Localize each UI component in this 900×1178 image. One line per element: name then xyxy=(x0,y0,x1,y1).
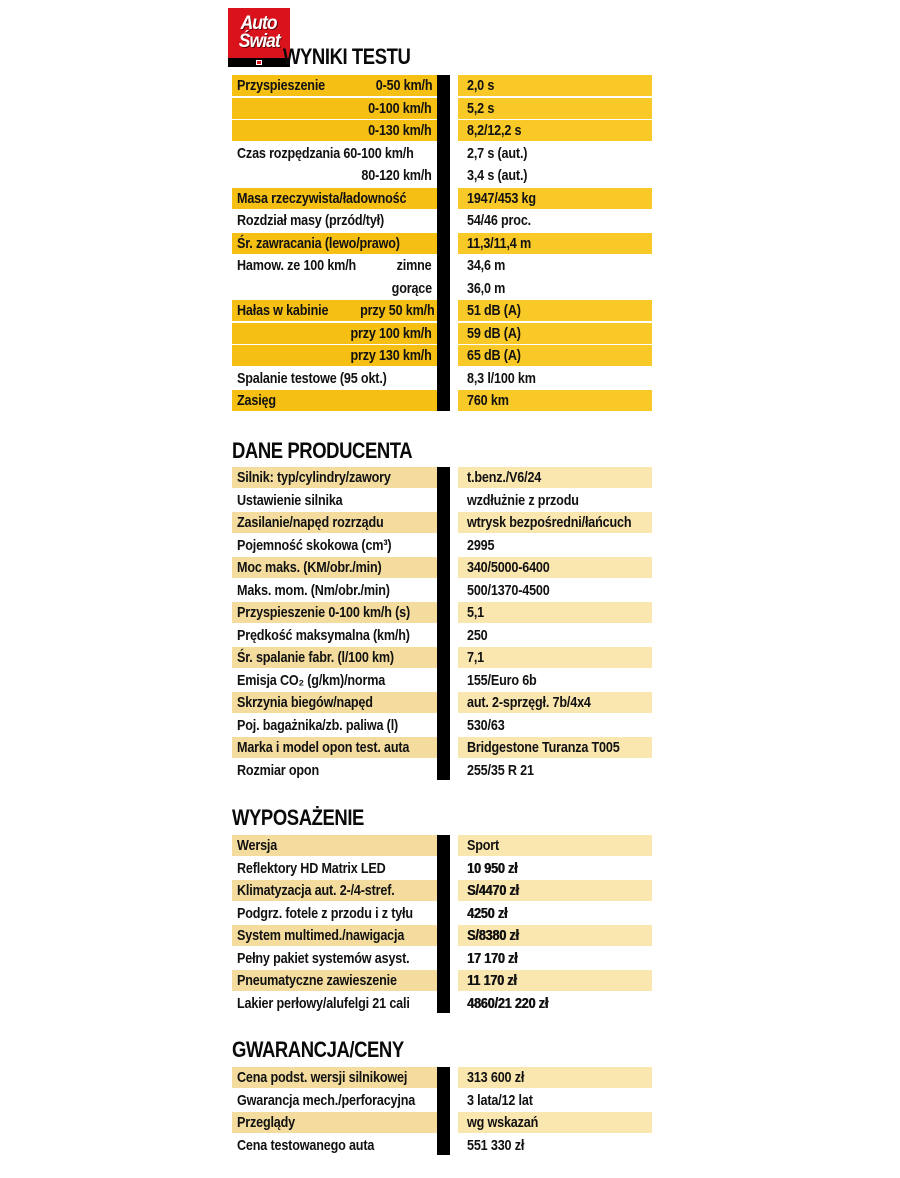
row-label-text: Śr. zawracania (lewo/prawo) xyxy=(237,234,400,252)
row-value xyxy=(458,345,652,366)
row-value xyxy=(458,120,652,141)
row-value xyxy=(458,760,652,781)
row-value xyxy=(458,715,652,736)
row-label xyxy=(232,880,437,901)
row-value xyxy=(458,970,652,991)
row-label xyxy=(232,490,437,511)
row-label xyxy=(232,120,437,141)
row-value-text: 54/46 proc. xyxy=(467,212,531,229)
table-dane-producenta xyxy=(232,467,652,782)
row-value xyxy=(458,835,652,856)
row-value-text: 551 330 zł xyxy=(467,1136,525,1154)
row-sublabel-text: 0-50 km/h xyxy=(375,77,432,94)
row-value xyxy=(458,1135,652,1156)
row-label-text: Czas rozpędzania 60-100 km/h xyxy=(237,144,414,162)
row-value-text: 2995 xyxy=(467,536,495,554)
row-label-text: Marka i model opon test. auta xyxy=(237,739,410,756)
row-sublabel-text: przy 130 km/h xyxy=(350,347,432,364)
column-divider xyxy=(437,1067,450,1155)
table-gwarancja-ceny xyxy=(232,1067,652,1157)
row-label xyxy=(232,760,437,781)
row-value-text: S/8380 zł xyxy=(467,927,519,944)
logo-line2: Świat xyxy=(238,31,280,52)
row-value-text: Sport xyxy=(467,837,500,854)
column-divider xyxy=(437,835,450,1013)
row-value-text: 3 lata/12 lat xyxy=(467,1091,533,1109)
row-label-text: Rozmiar opon xyxy=(237,761,319,779)
row-label-text: Zasilanie/napęd rozrządu xyxy=(237,514,384,531)
row-value xyxy=(458,903,652,924)
row-label xyxy=(232,692,437,713)
row-value xyxy=(458,490,652,511)
row-value xyxy=(458,580,652,601)
row-value-text: 5,2 s xyxy=(467,99,495,117)
row-label xyxy=(232,580,437,601)
row-value xyxy=(458,948,652,969)
row-value-text: S/4470 zł xyxy=(467,882,519,899)
row-label-text: Przyspieszenie 0-100 km/h (s) xyxy=(237,604,411,621)
row-value xyxy=(458,602,652,623)
row-label-text: Prędkość maksymalna (km/h) xyxy=(237,626,410,644)
row-value-text: wg wskazań xyxy=(467,1114,539,1131)
row-label xyxy=(232,903,437,924)
row-label-text: Cena testowanego auta xyxy=(237,1136,375,1154)
row-label xyxy=(232,390,437,411)
row-value xyxy=(458,210,652,231)
row-label xyxy=(232,467,437,488)
row-label xyxy=(232,368,437,389)
row-label-text: Śr. spalanie fabr. (l/100 km) xyxy=(237,649,394,666)
logo-strip-mark-icon xyxy=(256,60,262,65)
row-value xyxy=(458,467,652,488)
row-label xyxy=(232,993,437,1014)
row-value-text: Bridgestone Turanza T005 xyxy=(467,739,620,756)
row-value xyxy=(458,255,652,276)
row-label-text: Skrzynia biegów/napęd xyxy=(237,694,373,711)
row-sublabel-text: zimne xyxy=(397,257,432,274)
row-label xyxy=(232,557,437,578)
row-value-text: 36,0 m xyxy=(467,279,506,297)
row-label xyxy=(232,98,437,119)
table-wyniki-testu xyxy=(232,75,652,413)
row-label xyxy=(232,143,437,164)
row-label xyxy=(232,188,437,209)
row-label-text: Pełny pakiet systemów asyst. xyxy=(237,949,410,967)
row-value-text: 1947/453 kg xyxy=(467,189,536,207)
row-label-text: Przyspieszenie xyxy=(237,77,326,94)
row-value xyxy=(458,1067,652,1088)
row-value-text: aut. 2-sprzęgł. 7b/4x4 xyxy=(467,694,591,711)
row-sublabel-text: 80-120 km/h xyxy=(361,167,432,184)
section-title-gwarancja-ceny: GWARANCJA/CENY xyxy=(232,1037,404,1062)
row-sublabel-text: 0-100 km/h xyxy=(368,99,432,117)
row-label xyxy=(232,715,437,736)
row-value-text: 340/5000-6400 xyxy=(467,559,550,576)
row-value xyxy=(458,368,652,389)
row-value xyxy=(458,323,652,344)
row-value-text: 10 950 zł xyxy=(467,859,518,877)
row-label-text: Gwarancja mech./perforacyjna xyxy=(237,1091,416,1109)
row-value-text: 155/Euro 6b xyxy=(467,671,537,689)
row-label xyxy=(232,278,437,299)
row-value-text: 250 xyxy=(467,626,488,644)
row-label-text: Rozdział masy (przód/tył) xyxy=(237,212,385,229)
row-label-text: Hałas w kabinie xyxy=(237,302,329,319)
row-value-text: 65 dB (A) xyxy=(467,347,521,364)
row-value-text: 2,7 s (aut.) xyxy=(467,144,528,162)
row-value-text: 4250 zł xyxy=(467,904,508,922)
row-label-text: Zasięg xyxy=(237,392,276,409)
row-value-text: 313 600 zł xyxy=(467,1069,525,1086)
row-label xyxy=(232,1112,437,1133)
row-value xyxy=(458,390,652,411)
row-value-text: 3,4 s (aut.) xyxy=(467,167,528,184)
row-label xyxy=(232,512,437,533)
row-value xyxy=(458,692,652,713)
row-label-text: Maks. mom. (Nm/obr./min) xyxy=(237,581,390,599)
table-wyposazenie xyxy=(232,835,652,1015)
row-label xyxy=(232,835,437,856)
row-label xyxy=(232,75,437,96)
row-label xyxy=(232,165,437,186)
row-value-text: 11 170 zł xyxy=(467,972,517,989)
row-label xyxy=(232,647,437,668)
row-value-text: 2,0 s xyxy=(467,77,495,94)
row-value-text: 11,3/11,4 m xyxy=(467,234,532,252)
row-value xyxy=(458,557,652,578)
row-value xyxy=(458,278,652,299)
row-value-text: 530/63 xyxy=(467,716,505,734)
column-divider xyxy=(437,467,450,780)
row-label xyxy=(232,233,437,254)
row-label xyxy=(232,602,437,623)
row-value-text: t.benz./V6/24 xyxy=(467,469,542,486)
row-value xyxy=(458,300,652,321)
row-label xyxy=(232,1090,437,1111)
row-label-text: Masa rzeczywista/ładowność xyxy=(237,189,407,207)
row-sublabel-text: 0-130 km/h xyxy=(368,122,432,139)
row-value xyxy=(458,880,652,901)
row-label-text: Poj. bagażnika/zb. paliwa (l) xyxy=(237,716,399,734)
row-value-text: 34,6 m xyxy=(467,257,506,274)
row-value xyxy=(458,625,652,646)
row-label-text: Hamow. ze 100 km/h xyxy=(237,257,357,274)
row-sublabel-text: przy 50 km/h xyxy=(359,302,435,319)
section-title-wyposazenie: WYPOSAŻENIE xyxy=(232,805,364,830)
row-value xyxy=(458,737,652,758)
row-value-text: wzdłużnie z przodu xyxy=(467,491,579,509)
row-value xyxy=(458,1090,652,1111)
row-value xyxy=(458,1112,652,1133)
row-value xyxy=(458,98,652,119)
row-value xyxy=(458,993,652,1014)
row-value-text: 8,3 l/100 km xyxy=(467,369,536,387)
row-label-text: Lakier perłowy/alufelgi 21 cali xyxy=(237,994,410,1012)
row-label xyxy=(232,345,437,366)
row-value xyxy=(458,143,652,164)
autoswiat-logo xyxy=(228,8,290,67)
row-value xyxy=(458,925,652,946)
row-value-text: 59 dB (A) xyxy=(467,324,521,342)
row-value xyxy=(458,535,652,556)
row-label-text: Reflektory HD Matrix LED xyxy=(237,859,386,877)
row-label xyxy=(232,948,437,969)
logo-bottom-strip xyxy=(228,58,290,67)
row-label xyxy=(232,1135,437,1156)
row-label xyxy=(232,255,437,276)
row-label-text: Ustawienie silnika xyxy=(237,491,343,509)
row-value-text: 8,2/12,2 s xyxy=(467,122,522,139)
row-label-text: Silnik: typ/cylindry/zawory xyxy=(237,469,391,486)
row-value xyxy=(458,647,652,668)
row-label xyxy=(232,323,437,344)
row-label-text: Przeglądy xyxy=(237,1114,296,1131)
row-value xyxy=(458,188,652,209)
row-label xyxy=(232,210,437,231)
row-label xyxy=(232,670,437,691)
logo-line1: Auto xyxy=(240,13,278,34)
row-value xyxy=(458,858,652,879)
row-label xyxy=(232,970,437,991)
row-value-text: wtrysk bezpośredni/łańcuch xyxy=(467,514,632,531)
row-label xyxy=(232,300,437,321)
section-title-dane-producenta: DANE PRODUCENTA xyxy=(232,438,413,463)
row-label xyxy=(232,737,437,758)
row-label-text: Klimatyzacja aut. 2-/4-stref. xyxy=(237,882,395,899)
row-label-text: System multimed./nawigacja xyxy=(237,927,405,944)
row-label-text: Wersja xyxy=(237,837,278,854)
row-label-text: Emisja CO₂ (g/km)/norma xyxy=(237,671,386,689)
row-label xyxy=(232,535,437,556)
row-value xyxy=(458,233,652,254)
row-label-text: Cena podst. wersji silnikowej xyxy=(237,1069,408,1086)
column-divider xyxy=(437,75,450,411)
row-value-text: 51 dB (A) xyxy=(467,302,521,319)
row-value xyxy=(458,75,652,96)
autoswiat-logo-red-box xyxy=(228,8,290,58)
row-value-text: 500/1370-4500 xyxy=(467,581,550,599)
row-label xyxy=(232,858,437,879)
row-label xyxy=(232,925,437,946)
row-label-text: Spalanie testowe (95 okt.) xyxy=(237,369,387,387)
row-label xyxy=(232,625,437,646)
row-value-text: 255/35 R 21 xyxy=(467,761,534,779)
row-label xyxy=(232,1067,437,1088)
row-sublabel-text: przy 100 km/h xyxy=(350,324,432,342)
row-label-text: Pojemność skokowa (cm³) xyxy=(237,536,392,554)
section-title-wyniki-testu: WYNIKI TESTU xyxy=(283,44,411,69)
row-value-text: 760 km xyxy=(467,392,509,409)
row-value-text: 5,1 xyxy=(467,604,485,621)
row-value xyxy=(458,670,652,691)
row-value-text: 4860/21 220 zł xyxy=(467,994,549,1012)
row-label-text: Podgrz. fotele z przodu i z tyłu xyxy=(237,904,413,922)
row-value-text: 17 170 zł xyxy=(467,949,518,967)
row-sublabel-text: gorące xyxy=(391,279,432,297)
row-value xyxy=(458,512,652,533)
row-value-text: 7,1 xyxy=(467,649,485,666)
row-label-text: Pneumatyczne zawieszenie xyxy=(237,972,397,989)
row-label-text: Moc maks. (KM/obr./min) xyxy=(237,559,382,576)
row-value xyxy=(458,165,652,186)
